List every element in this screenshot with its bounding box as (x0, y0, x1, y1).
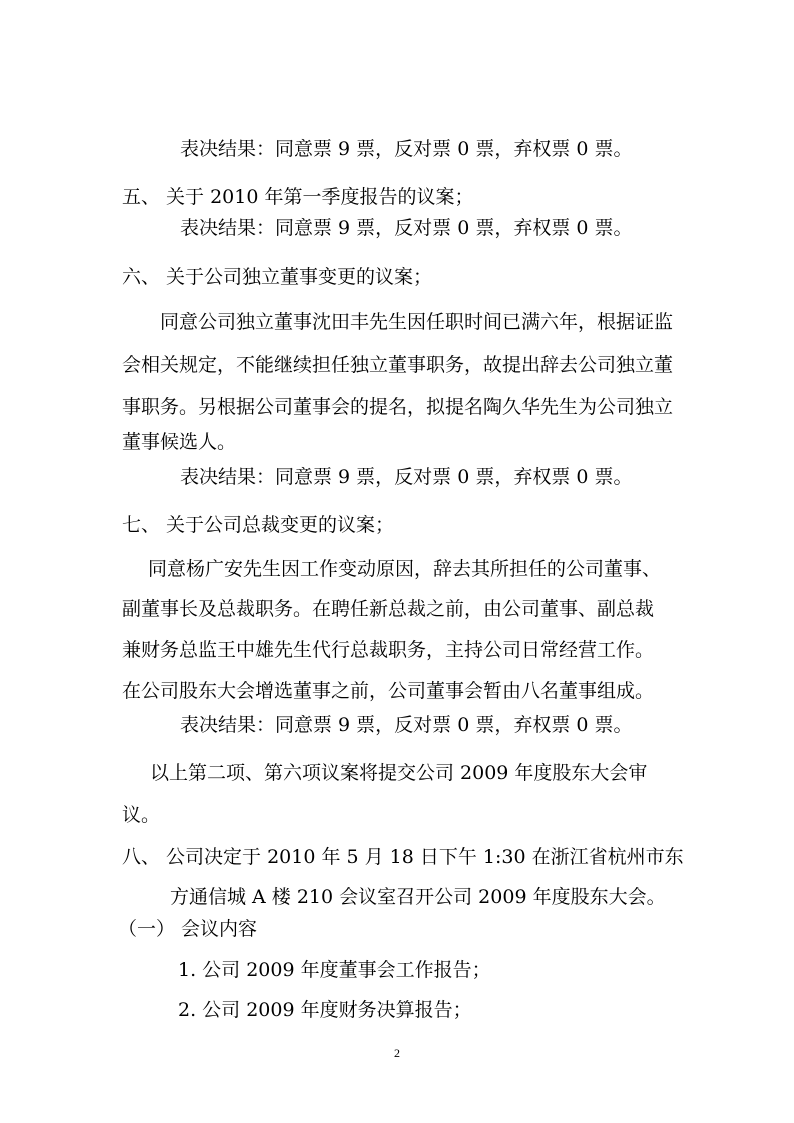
vote-result-4: 表决结果：同意票 9 票，反对票 0 票，弃权票 0 票。 (180, 138, 633, 160)
page-number: 2 (394, 1046, 400, 1060)
item-6-body-line-1: 同意公司独立董事沈田丰先生因任职时间已满六年，根据证监 (160, 311, 674, 333)
summary-line-1: 以上第二项、第六项议案将提交公司 2009 年度股东大会审 (150, 762, 648, 784)
meeting-content-heading: （一） 会议内容 (118, 918, 258, 940)
item-7-body-line-2: 副董事长及总裁职务。在聘任新总裁之前，由公司董事、副总裁 (122, 598, 655, 620)
item-8-heading-line-1: 八、 公司决定于 2010 年 5 月 18 日下午 1:30 在浙江省杭州市东 (122, 846, 684, 868)
meeting-content-item-1: 1. 公司 2009 年度董事会工作报告； (178, 959, 491, 981)
vote-result-6: 表决结果：同意票 9 票，反对票 0 票，弃权票 0 票。 (180, 466, 633, 488)
meeting-content-item-2: 2. 公司 2009 年度财务决算报告； (178, 999, 472, 1021)
item-7-body-line-1: 同意杨广安先生因工作变动原因，辞去其所担任的公司董事、 (148, 558, 662, 580)
vote-result-5: 表决结果：同意票 9 票，反对票 0 票，弃权票 0 票。 (180, 217, 633, 239)
item-8-heading-line-2: 方通信城 A 楼 210 会议室召开公司 2009 年度股东大会。 (170, 886, 666, 908)
vote-result-7: 表决结果：同意票 9 票，反对票 0 票，弃权票 0 票。 (180, 714, 633, 736)
item-6-body-line-4: 董事候选人。 (122, 431, 237, 453)
item-6-body-line-2: 会相关规定，不能继续担任独立董事职务，故提出辞去公司独立董 (122, 354, 674, 376)
item-7-body-line-3: 兼财务总监王中雄先生代行总裁职务，主持公司日常经营工作。 (122, 639, 655, 661)
item-7-heading: 七、 关于公司总裁变更的议案； (122, 514, 395, 536)
item-6-body-line-3: 事职务。另根据公司董事会的提名，拟提名陶久华先生为公司独立 (122, 396, 674, 418)
item-7-body-line-4: 在公司股东大会增选董事之前，公司董事会暂由八名董事组成。 (122, 680, 655, 702)
item-6-heading: 六、 关于公司独立董事变更的议案； (122, 266, 433, 288)
summary-line-2: 议。 (122, 804, 161, 826)
item-5-heading: 五、 关于 2010 年第一季度报告的议案； (122, 186, 474, 208)
